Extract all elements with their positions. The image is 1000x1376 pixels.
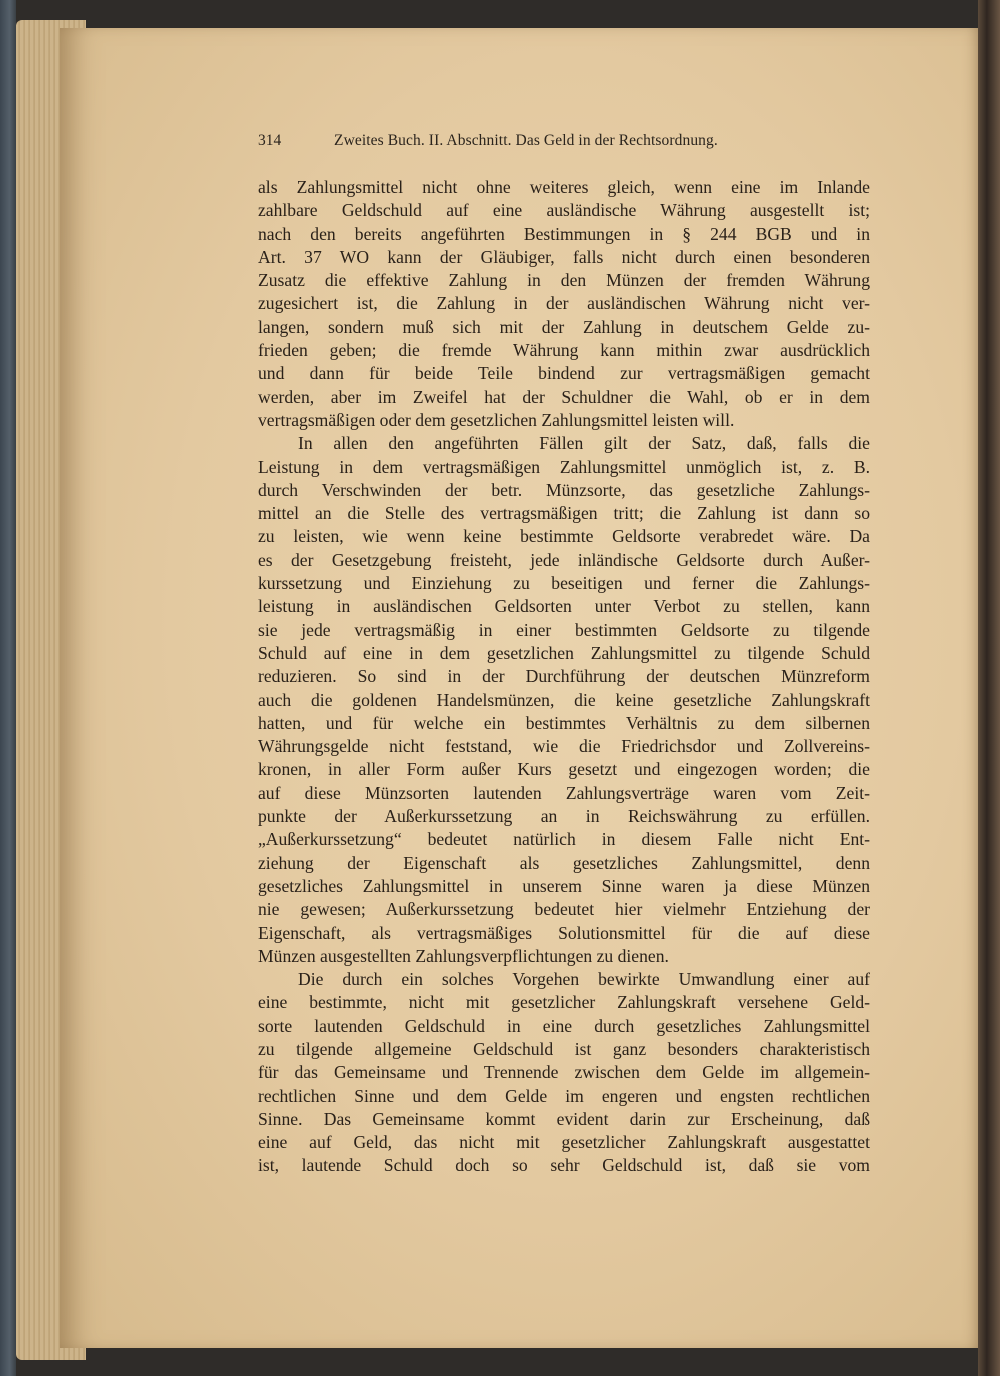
- text-line: kronen, in aller Form außer Kurs gesetzt und eingezogen worden; die: [258, 759, 870, 780]
- text-line: Münzen ausgestellten Zahlungsverpflichtungen zu dienen.: [258, 945, 669, 966]
- text-line: Schuld auf eine in dem gesetzlichen Zahlungsmittel zu tilgende Schuld: [258, 642, 870, 663]
- text-line: frieden geben; die fremde Währung kann mithin zwar ausdrücklich: [258, 340, 870, 361]
- text-line: In allen den angeführten Fällen gilt der Satz, daß, falls die: [298, 433, 870, 454]
- book-cover-left: [0, 0, 16, 1376]
- text-line: sie jede vertragsmäßig in einer bestimmten Geldsorte zu tilgende: [258, 619, 870, 640]
- text-line: reduzieren. So sind in der Durchführung der deutschen Münzreform: [258, 666, 870, 687]
- text-line: werden, aber im Zweifel hat der Schuldner die Wahl, ob er in dem: [258, 386, 870, 407]
- book-cover-right: [978, 0, 1000, 1376]
- text-line: mittel an die Stelle des vertragsmäßigen tritt; die Zahlung ist dann so: [258, 503, 870, 524]
- text-line: als Zahlungsmittel nicht ohne weiteres gleich, wenn eine im Inlande: [258, 177, 870, 197]
- text-line: punkte der Außerkurssetzung an in Reichswährung zu erfüllen.: [258, 806, 870, 827]
- text-line: zu leisten, wie wenn keine bestimmte Geldsorte verabredet wäre. Da: [258, 526, 870, 547]
- text-line: „Außerkurssetzung“ bedeutet natürlich in diesem Falle nicht Ent-: [258, 829, 870, 850]
- text-line: auch die goldenen Handelsmünzen, die keine gesetzliche Zahlungskraft: [258, 689, 870, 710]
- text-line: eine auf Geld, das nicht mit gesetzlicher Zahlungskraft ausgestattet: [258, 1132, 870, 1153]
- body-text: [258, 176, 870, 1178]
- page-number: 314: [258, 132, 282, 149]
- text-line: Zusatz die effektive Zahlung in den Münzen der fremden Währung: [258, 270, 870, 291]
- text-line: kurssetzung und Einziehung zu beseitigen und ferner die Zahlungs-: [258, 573, 870, 594]
- running-title: Zweites Buch. II. Abschnitt. Das Geld in der Rechtsordnung.: [334, 132, 718, 149]
- text-line: gesetzliches Zahlungsmittel in unserem Sinne waren ja diese Münzen: [258, 875, 870, 896]
- text-line: vertragsmäßigen oder dem gesetzlichen Zahlungsmittel leisten will.: [258, 409, 735, 430]
- text-line: auf diese Münzsorten lautenden Zahlungsverträge waren vom Zeit-: [258, 782, 870, 803]
- text-line: zahlbare Geldschuld auf eine ausländische Währung ausgestellt ist;: [258, 200, 870, 221]
- text-line: Leistung in dem vertragsmäßigen Zahlungsmittel unmöglich ist, z. B.: [258, 456, 870, 477]
- text-line: zugesichert ist, die Zahlung in der ausländischen Währung nicht ver-: [258, 293, 870, 314]
- text-line: Währungsgelde nicht feststand, wie die Friedrichsdor und Zollvereins-: [258, 736, 870, 757]
- text-line: Die durch ein solches Vorgehen bewirkte Umwandlung einer auf: [298, 969, 870, 990]
- text-line: nie gewesen; Außerkurssetzung bedeutet hier vielmehr Entziehung der: [258, 899, 870, 920]
- text-line: leistung in ausländischen Geldsorten unter Verbot zu stellen, kann: [258, 596, 870, 617]
- text-line: Art. 37 WO kann der Gläubiger, falls nicht durch einen besonderen: [258, 246, 870, 267]
- text-line: ziehung der Eigenschaft als gesetzliches Zahlungsmittel, denn: [258, 852, 870, 873]
- text-line: Sinne. Das Gemeinsame kommt evident darin zur Erscheinung, daß: [258, 1108, 870, 1129]
- text-line: ist, lautende Schuld doch so sehr Geldschuld ist, daß sie vom: [258, 1155, 870, 1176]
- text-line: eine bestimmte, nicht mit gesetzlicher Zahlungskraft versehene Geld-: [258, 992, 870, 1013]
- text-line: und dann für beide Teile bindend zur vertragsmäßigen gemacht: [258, 363, 870, 384]
- text-line: rechtlichen Sinne und dem Gelde im engeren und engsten rechtlichen: [258, 1085, 870, 1106]
- text-line: Eigenschaft, als vertragsmäßiges Solutionsmittel für die auf diese: [258, 922, 870, 943]
- text-line: sorte lautenden Geldschuld in eine durch gesetzliches Zahlungsmittel: [258, 1015, 870, 1036]
- text-line: hatten, und für welche ein bestimmtes Verhältnis zu dem silbernen: [258, 712, 870, 733]
- text-line: es der Gesetzgebung freisteht, jede inländische Geldsorte durch Außer-: [258, 549, 870, 570]
- text-line: nach den bereits angeführten Bestimmungen in § 244 BGB und in: [258, 223, 870, 244]
- text-line: langen, sondern muß sich mit der Zahlung in deutschem Gelde zu-: [258, 316, 870, 337]
- text-line: für das Gemeinsame und Trennende zwischen dem Gelde im allgemein-: [258, 1062, 870, 1083]
- text-line: zu tilgende allgemeine Geldschuld ist ganz besonders charakteristisch: [258, 1038, 870, 1059]
- running-header: [258, 132, 870, 158]
- text-line: durch Verschwinden der betr. Münzsorte, das gesetzliche Zahlungs-: [258, 479, 870, 500]
